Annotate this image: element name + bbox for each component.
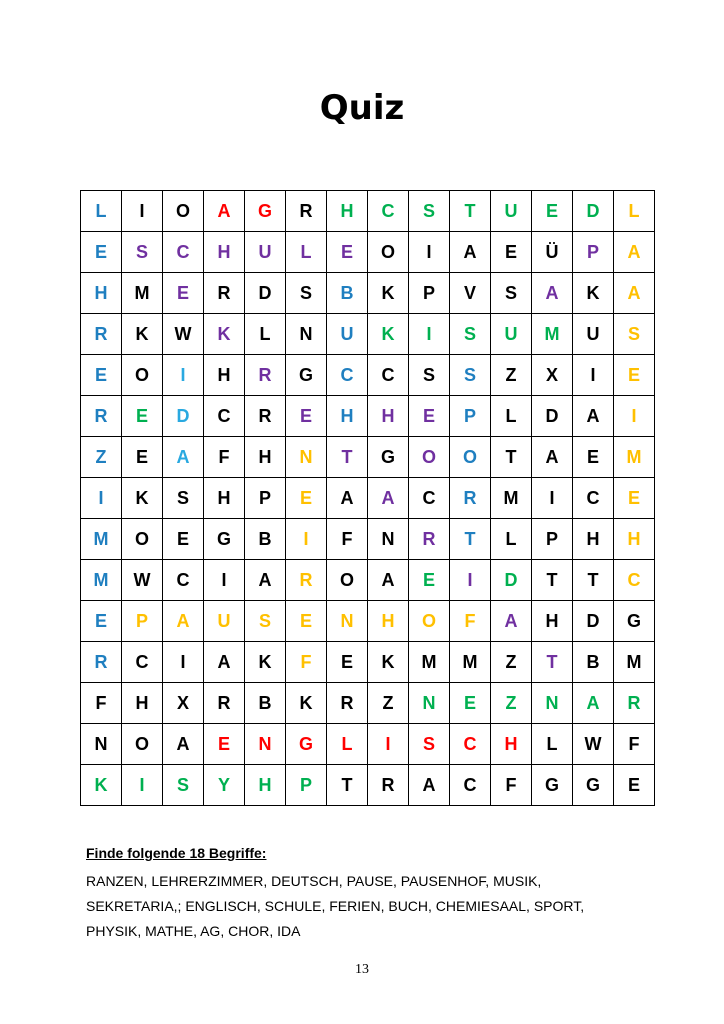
grid-cell: S xyxy=(163,478,204,519)
grid-row xyxy=(81,560,655,601)
grid-cell: O xyxy=(122,519,163,560)
grid-cell: N xyxy=(327,601,368,642)
grid-cell: T xyxy=(491,437,532,478)
grid-cell: Z xyxy=(491,683,532,724)
grid-cell: T xyxy=(450,519,491,560)
grid-cell: M xyxy=(81,560,122,601)
grid-cell: Z xyxy=(491,355,532,396)
word-search-grid xyxy=(80,190,655,806)
grid-cell: E xyxy=(286,396,327,437)
grid-cell: H xyxy=(204,232,245,273)
grid-cell: H xyxy=(81,273,122,314)
grid-cell: I xyxy=(409,314,450,355)
grid-cell: G xyxy=(368,437,409,478)
grid-cell: H xyxy=(245,765,286,806)
grid-cell: S xyxy=(450,355,491,396)
grid-cell: O xyxy=(122,724,163,765)
grid-cell: L xyxy=(614,191,655,232)
grid-cell: E xyxy=(163,273,204,314)
grid-cell: N xyxy=(81,724,122,765)
grid-cell: R xyxy=(614,683,655,724)
grid-cell: P xyxy=(122,601,163,642)
grid-cell: R xyxy=(450,478,491,519)
grid-cell: T xyxy=(327,765,368,806)
grid-cell: M xyxy=(409,642,450,683)
grid-cell: N xyxy=(532,683,573,724)
grid-cell: E xyxy=(81,232,122,273)
grid-cell: G xyxy=(614,601,655,642)
grid-cell: C xyxy=(450,724,491,765)
grid-cell: A xyxy=(532,273,573,314)
grid-row xyxy=(81,232,655,273)
grid-cell: H xyxy=(327,396,368,437)
grid-cell: O xyxy=(409,437,450,478)
grid-cell: X xyxy=(163,683,204,724)
grid-cell: C xyxy=(204,396,245,437)
grid-cell: K xyxy=(122,314,163,355)
grid-cell: L xyxy=(245,314,286,355)
grid-cell: A xyxy=(204,642,245,683)
grid-cell: A xyxy=(450,232,491,273)
grid-cell: C xyxy=(163,232,204,273)
grid-cell: Y xyxy=(204,765,245,806)
grid-cell: R xyxy=(368,765,409,806)
grid-cell: U xyxy=(573,314,614,355)
grid-cell: F xyxy=(327,519,368,560)
grid-cell: U xyxy=(245,232,286,273)
grid-cell: E xyxy=(122,396,163,437)
grid-cell: P xyxy=(286,765,327,806)
grid-row xyxy=(81,642,655,683)
grid-cell: T xyxy=(327,437,368,478)
grid-cell: I xyxy=(286,519,327,560)
grid-cell: R xyxy=(286,560,327,601)
grid-cell: M xyxy=(532,314,573,355)
grid-cell: R xyxy=(81,642,122,683)
grid-cell: U xyxy=(204,601,245,642)
grid-cell: A xyxy=(163,601,204,642)
grid-cell: A xyxy=(327,478,368,519)
grid-cell: A xyxy=(573,683,614,724)
grid-cell: L xyxy=(327,724,368,765)
grid-cell: F xyxy=(491,765,532,806)
grid-cell: R xyxy=(286,191,327,232)
grid-cell: E xyxy=(204,724,245,765)
grid-cell: H xyxy=(573,519,614,560)
grid-row xyxy=(81,191,655,232)
word-list-line: RANZEN, LEHRERZIMMER, DEUTSCH, PAUSE, PAUSENHOF, MUSIK, xyxy=(86,873,542,889)
grid-cell: R xyxy=(204,273,245,314)
grid-cell: A xyxy=(204,191,245,232)
grid-cell: F xyxy=(81,683,122,724)
grid-row xyxy=(81,314,655,355)
grid-cell: E xyxy=(286,601,327,642)
grid-cell: X xyxy=(532,355,573,396)
word-list-line: SEKRETARIA,; ENGLISCH, SCHULE, FERIEN, BUCH, CHEMIESAAL, SPORT, xyxy=(86,898,585,914)
grid-cell: L xyxy=(491,519,532,560)
grid-cell: E xyxy=(163,519,204,560)
grid-cell: R xyxy=(245,355,286,396)
grid-cell: E xyxy=(122,437,163,478)
grid-cell: F xyxy=(204,437,245,478)
grid-cell: E xyxy=(409,560,450,601)
instructions-heading: Finde folgende 18 Begriffe: xyxy=(86,845,267,861)
grid-cell: E xyxy=(450,683,491,724)
grid-cell: T xyxy=(573,560,614,601)
grid-cell: M xyxy=(81,519,122,560)
grid-cell: U xyxy=(491,191,532,232)
page-title: Quiz xyxy=(319,88,405,128)
grid-cell: I xyxy=(163,355,204,396)
grid-cell: T xyxy=(532,560,573,601)
grid-cell: L xyxy=(286,232,327,273)
grid-cell: D xyxy=(163,396,204,437)
grid-cell: O xyxy=(163,191,204,232)
grid-cell: D xyxy=(573,601,614,642)
grid-cell: S xyxy=(286,273,327,314)
grid-cell: H xyxy=(614,519,655,560)
grid-cell: H xyxy=(327,191,368,232)
grid-cell: S xyxy=(409,355,450,396)
grid-row xyxy=(81,765,655,806)
grid-cell: D xyxy=(532,396,573,437)
grid-cell: E xyxy=(409,396,450,437)
grid-cell: C xyxy=(368,191,409,232)
grid-cell: G xyxy=(286,724,327,765)
grid-cell: G xyxy=(286,355,327,396)
grid-cell: E xyxy=(327,642,368,683)
grid-cell: O xyxy=(368,232,409,273)
grid-cell: H xyxy=(245,437,286,478)
grid-cell: H xyxy=(532,601,573,642)
grid-cell: I xyxy=(368,724,409,765)
grid-cell: K xyxy=(81,765,122,806)
grid-cell: H xyxy=(368,601,409,642)
grid-cell: I xyxy=(409,232,450,273)
grid-cell: N xyxy=(245,724,286,765)
grid-cell: A xyxy=(532,437,573,478)
grid-row xyxy=(81,478,655,519)
grid-row xyxy=(81,437,655,478)
grid-cell: K xyxy=(368,273,409,314)
grid-cell: A xyxy=(573,396,614,437)
grid-cell: I xyxy=(163,642,204,683)
grid-cell: T xyxy=(532,642,573,683)
grid-cell: R xyxy=(204,683,245,724)
grid-cell: S xyxy=(245,601,286,642)
grid-cell: B xyxy=(327,273,368,314)
grid-cell: E xyxy=(573,437,614,478)
grid-cell: D xyxy=(573,191,614,232)
grid-cell: W xyxy=(163,314,204,355)
grid-cell: H xyxy=(204,355,245,396)
grid-cell: Z xyxy=(368,683,409,724)
grid-cell: O xyxy=(450,437,491,478)
grid-cell: H xyxy=(368,396,409,437)
grid-cell: A xyxy=(614,232,655,273)
grid-cell: A xyxy=(368,560,409,601)
grid-cell: I xyxy=(450,560,491,601)
grid-cell: N xyxy=(286,437,327,478)
grid-cell: R xyxy=(327,683,368,724)
grid-cell: A xyxy=(409,765,450,806)
grid-cell: U xyxy=(491,314,532,355)
grid-cell: L xyxy=(532,724,573,765)
grid-cell: O xyxy=(409,601,450,642)
grid-cell: U xyxy=(327,314,368,355)
grid-cell: N xyxy=(368,519,409,560)
grid-cell: E xyxy=(614,478,655,519)
grid-cell: A xyxy=(368,478,409,519)
grid-cell: S xyxy=(491,273,532,314)
grid-cell: C xyxy=(409,478,450,519)
grid-row xyxy=(81,396,655,437)
grid-cell: C xyxy=(614,560,655,601)
grid-cell: N xyxy=(286,314,327,355)
grid-cell: K xyxy=(368,642,409,683)
instructions-block xyxy=(86,845,666,944)
grid-cell: E xyxy=(532,191,573,232)
grid-cell: I xyxy=(122,765,163,806)
grid-cell: P xyxy=(573,232,614,273)
grid-cell: E xyxy=(81,601,122,642)
grid-cell: L xyxy=(491,396,532,437)
grid-cell: I xyxy=(122,191,163,232)
grid-cell: K xyxy=(204,314,245,355)
grid-cell: M xyxy=(491,478,532,519)
grid-cell: H xyxy=(491,724,532,765)
grid-cell: R xyxy=(409,519,450,560)
grid-cell: A xyxy=(245,560,286,601)
grid-cell: C xyxy=(368,355,409,396)
grid-cell: E xyxy=(614,355,655,396)
grid-cell: G xyxy=(532,765,573,806)
grid-cell: C xyxy=(450,765,491,806)
grid-cell: R xyxy=(245,396,286,437)
grid-cell: S xyxy=(163,765,204,806)
grid-cell: H xyxy=(204,478,245,519)
grid-cell: S xyxy=(614,314,655,355)
grid-row xyxy=(81,355,655,396)
grid-cell: K xyxy=(286,683,327,724)
grid-cell: R xyxy=(81,396,122,437)
grid-cell: Z xyxy=(491,642,532,683)
grid-cell: N xyxy=(409,683,450,724)
grid-cell: I xyxy=(614,396,655,437)
grid-cell: V xyxy=(450,273,491,314)
grid-cell: E xyxy=(491,232,532,273)
grid-cell: C xyxy=(573,478,614,519)
grid-cell: C xyxy=(163,560,204,601)
grid-cell: H xyxy=(122,683,163,724)
grid-cell: I xyxy=(532,478,573,519)
grid-cell: P xyxy=(409,273,450,314)
grid-cell: O xyxy=(122,355,163,396)
grid-cell: W xyxy=(122,560,163,601)
grid-cell: B xyxy=(573,642,614,683)
grid-row xyxy=(81,724,655,765)
grid-cell: A xyxy=(491,601,532,642)
grid-cell: G xyxy=(204,519,245,560)
grid-cell: Z xyxy=(81,437,122,478)
grid-cell: M xyxy=(122,273,163,314)
grid-cell: C xyxy=(122,642,163,683)
grid-cell: E xyxy=(286,478,327,519)
page-number: 13 xyxy=(355,962,369,977)
grid-cell: K xyxy=(368,314,409,355)
grid-cell: W xyxy=(573,724,614,765)
grid-cell: Ü xyxy=(532,232,573,273)
grid-cell: G xyxy=(245,191,286,232)
grid-cell: F xyxy=(450,601,491,642)
grid-cell: I xyxy=(573,355,614,396)
grid-cell: E xyxy=(614,765,655,806)
grid-cell: K xyxy=(122,478,163,519)
grid-cell: K xyxy=(573,273,614,314)
grid-cell: M xyxy=(614,642,655,683)
grid-cell: O xyxy=(327,560,368,601)
grid-cell: P xyxy=(450,396,491,437)
grid-row xyxy=(81,683,655,724)
grid-cell: D xyxy=(491,560,532,601)
grid-cell: B xyxy=(245,683,286,724)
grid-cell: P xyxy=(245,478,286,519)
grid-cell: A xyxy=(163,724,204,765)
word-list-line: PHYSIK, MATHE, AG, CHOR, IDA xyxy=(86,923,301,939)
grid-cell: I xyxy=(204,560,245,601)
grid-cell: R xyxy=(81,314,122,355)
grid-row xyxy=(81,273,655,314)
grid-cell: B xyxy=(245,519,286,560)
grid-cell: S xyxy=(450,314,491,355)
grid-row xyxy=(81,519,655,560)
grid-cell: F xyxy=(614,724,655,765)
grid-cell: F xyxy=(286,642,327,683)
grid-cell: C xyxy=(327,355,368,396)
grid-cell: M xyxy=(614,437,655,478)
grid-cell: S xyxy=(409,724,450,765)
grid-cell: S xyxy=(409,191,450,232)
grid-cell: D xyxy=(245,273,286,314)
grid-row xyxy=(81,601,655,642)
grid-cell: L xyxy=(81,191,122,232)
grid-cell: P xyxy=(532,519,573,560)
grid-cell: G xyxy=(573,765,614,806)
grid-cell: A xyxy=(163,437,204,478)
grid-cell: T xyxy=(450,191,491,232)
grid-cell: K xyxy=(245,642,286,683)
grid-cell: E xyxy=(81,355,122,396)
grid-cell: M xyxy=(450,642,491,683)
grid-cell: A xyxy=(614,273,655,314)
grid-cell: S xyxy=(122,232,163,273)
grid-cell: I xyxy=(81,478,122,519)
grid-cell: E xyxy=(327,232,368,273)
